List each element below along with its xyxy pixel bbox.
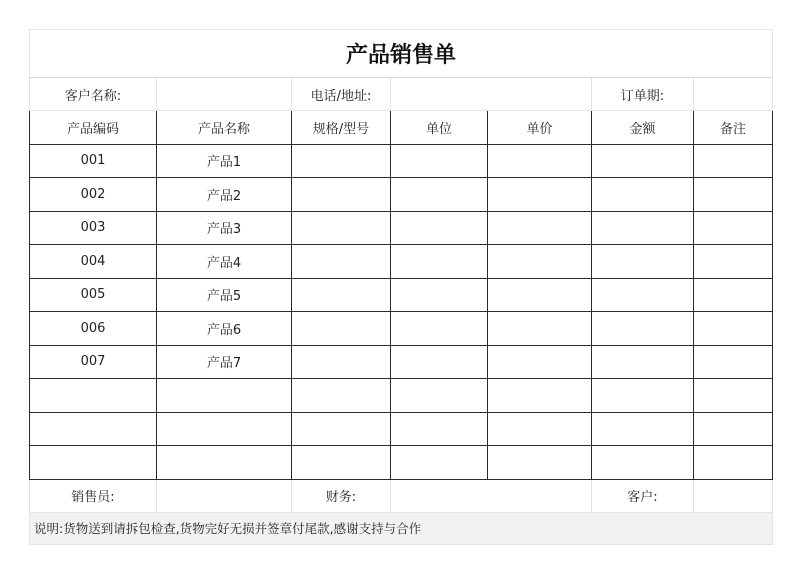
amount-cell[interactable] (592, 245, 694, 279)
price-cell[interactable] (488, 211, 592, 245)
unit-cell[interactable] (391, 412, 488, 446)
column-header: 备注 (694, 111, 773, 145)
product-code-cell[interactable]: 004 (30, 245, 157, 279)
column-header: 规格/型号 (292, 111, 391, 145)
page-title: 产品销售单 (30, 30, 773, 78)
salesperson-label: 销售员: (30, 479, 157, 512)
phone-address-cell[interactable] (391, 78, 592, 111)
price-cell[interactable] (488, 312, 592, 346)
remark-cell[interactable] (694, 412, 773, 446)
unit-cell[interactable] (391, 379, 488, 413)
price-cell[interactable] (488, 446, 592, 480)
table-row (30, 178, 773, 212)
unit-cell[interactable] (391, 312, 488, 346)
table-row (30, 446, 773, 480)
product-name-cell[interactable] (157, 446, 292, 480)
price-cell[interactable] (488, 278, 592, 312)
price-cell[interactable] (488, 144, 592, 178)
product-name-cell[interactable]: 产品6 (157, 312, 292, 346)
product-name-cell[interactable]: 产品7 (157, 345, 292, 379)
customer-name-cell[interactable] (157, 78, 292, 111)
table-row (30, 379, 773, 413)
remark-cell[interactable] (694, 446, 773, 480)
customer-sign-label: 客户: (592, 479, 694, 512)
product-code-cell[interactable] (30, 446, 157, 480)
spec-cell[interactable] (292, 412, 391, 446)
table-row (30, 245, 773, 279)
column-header: 单价 (488, 111, 592, 145)
product-name-cell[interactable]: 产品4 (157, 245, 292, 279)
sales-order-table (29, 29, 773, 545)
product-name-cell[interactable]: 产品3 (157, 211, 292, 245)
remark-cell[interactable] (694, 211, 773, 245)
unit-cell[interactable] (391, 178, 488, 212)
product-code-cell[interactable]: 001 (30, 144, 157, 178)
remark-cell[interactable] (694, 345, 773, 379)
order-date-cell[interactable] (694, 78, 773, 111)
customer-sign-cell[interactable] (694, 479, 773, 512)
column-header: 产品编码 (30, 111, 157, 145)
amount-cell[interactable] (592, 278, 694, 312)
amount-cell[interactable] (592, 379, 694, 413)
product-code-cell[interactable] (30, 379, 157, 413)
remark-cell[interactable] (694, 245, 773, 279)
salesperson-cell[interactable] (157, 479, 292, 512)
product-name-cell[interactable] (157, 379, 292, 413)
spec-cell[interactable] (292, 144, 391, 178)
phone-address-label: 电话/地址: (292, 78, 391, 111)
finance-cell[interactable] (391, 479, 592, 512)
column-header: 金额 (592, 111, 694, 145)
table-row (30, 278, 773, 312)
order-date-label: 订单期: (592, 78, 694, 111)
spec-cell[interactable] (292, 178, 391, 212)
remark-cell[interactable] (694, 312, 773, 346)
product-code-cell[interactable]: 005 (30, 278, 157, 312)
spec-cell[interactable] (292, 379, 391, 413)
price-cell[interactable] (488, 178, 592, 212)
spec-cell[interactable] (292, 345, 391, 379)
table-row (30, 211, 773, 245)
table-row (30, 345, 773, 379)
unit-cell[interactable] (391, 211, 488, 245)
finance-label: 财务: (292, 479, 391, 512)
price-cell[interactable] (488, 245, 592, 279)
product-name-cell[interactable]: 产品1 (157, 144, 292, 178)
price-cell[interactable] (488, 345, 592, 379)
amount-cell[interactable] (592, 312, 694, 346)
note-row (30, 512, 773, 544)
product-code-cell[interactable] (30, 412, 157, 446)
product-name-cell[interactable]: 产品5 (157, 278, 292, 312)
spec-cell[interactable] (292, 312, 391, 346)
spec-cell[interactable] (292, 446, 391, 480)
amount-cell[interactable] (592, 446, 694, 480)
column-header: 产品名称 (157, 111, 292, 145)
table-row (30, 312, 773, 346)
amount-cell[interactable] (592, 211, 694, 245)
unit-cell[interactable] (391, 345, 488, 379)
product-code-cell[interactable]: 002 (30, 178, 157, 212)
unit-cell[interactable] (391, 278, 488, 312)
column-header: 单位 (391, 111, 488, 145)
product-name-cell[interactable] (157, 412, 292, 446)
remark-cell[interactable] (694, 144, 773, 178)
note-text: 说明:货物送到请拆包检查,货物完好无损并签章付尾款,感谢支持与合作 (30, 512, 773, 544)
table-row (30, 412, 773, 446)
spec-cell[interactable] (292, 278, 391, 312)
remark-cell[interactable] (694, 379, 773, 413)
unit-cell[interactable] (391, 245, 488, 279)
unit-cell[interactable] (391, 144, 488, 178)
product-code-cell[interactable]: 007 (30, 345, 157, 379)
product-name-cell[interactable]: 产品2 (157, 178, 292, 212)
signature-row (30, 479, 773, 512)
remark-cell[interactable] (694, 278, 773, 312)
unit-cell[interactable] (391, 446, 488, 480)
customer-name-label: 客户名称: (30, 78, 157, 111)
price-cell[interactable] (488, 412, 592, 446)
info-row (30, 78, 773, 111)
title-row (30, 30, 773, 78)
spec-cell[interactable] (292, 245, 391, 279)
amount-cell[interactable] (592, 412, 694, 446)
product-code-cell[interactable]: 006 (30, 312, 157, 346)
amount-cell[interactable] (592, 144, 694, 178)
spec-cell[interactable] (292, 211, 391, 245)
amount-cell[interactable] (592, 345, 694, 379)
price-cell[interactable] (488, 379, 592, 413)
amount-cell[interactable] (592, 178, 694, 212)
table-header-row (30, 111, 773, 145)
remark-cell[interactable] (694, 178, 773, 212)
table-row (30, 144, 773, 178)
product-code-cell[interactable]: 003 (30, 211, 157, 245)
sales-order-sheet (29, 29, 772, 545)
